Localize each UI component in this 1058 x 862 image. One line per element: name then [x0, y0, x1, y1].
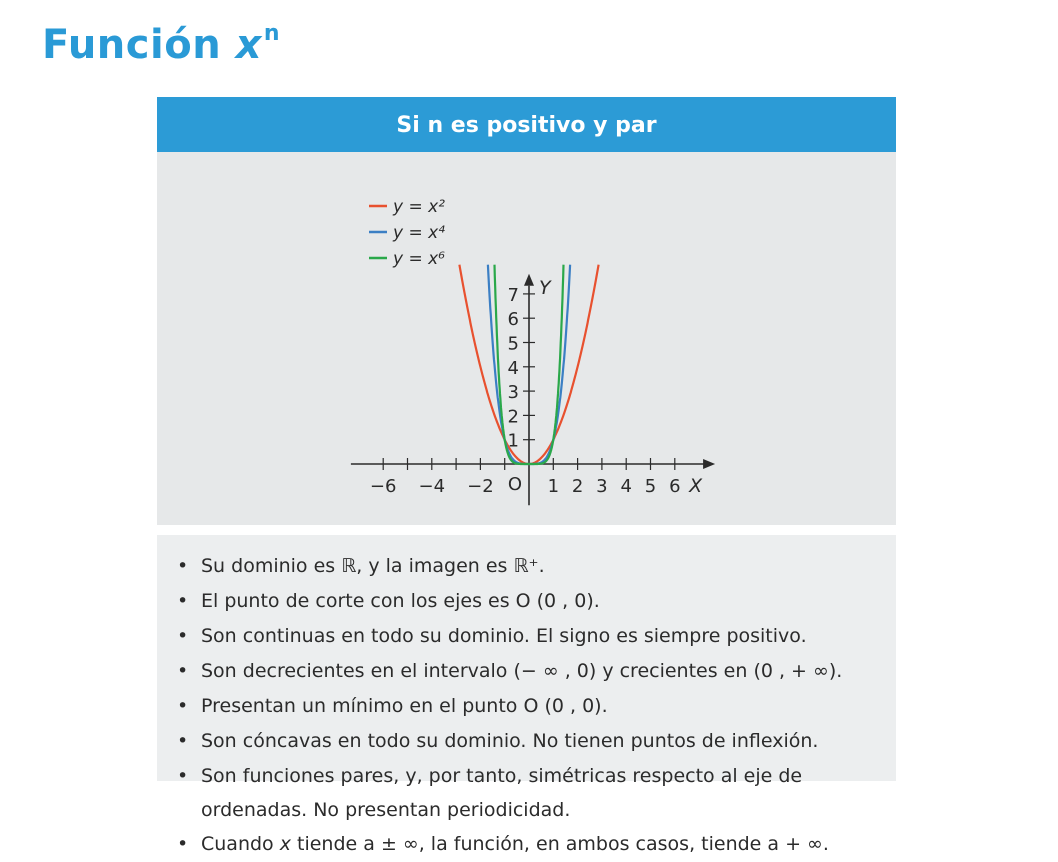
function-graph: [157, 152, 896, 525]
page-title: [42, 22, 280, 68]
title-text: Función: [42, 22, 222, 68]
title-variable: x: [235, 22, 262, 68]
property-item: • Presentan un mínimo en el punto O (0 , 0).: [177, 689, 896, 724]
y-tick-label: 4: [507, 357, 519, 379]
x-tick-label: 2: [571, 476, 584, 497]
property-item: • Son cóncavas en todo su dominio. No tienen puntos de inflexión.: [177, 724, 896, 759]
legend-label: y = x⁶: [393, 249, 445, 269]
x-axis-arrow: [703, 459, 715, 469]
legend-label: y = x²: [393, 197, 445, 217]
property-item: • El punto de corte con los ejes es O (0 , 0).: [177, 584, 896, 619]
property-item: • Son continuas en todo su dominio. El signo es siempre positivo.: [177, 619, 896, 654]
origin-label: O: [507, 474, 523, 495]
divider: [157, 525, 896, 535]
property-item: [177, 827, 896, 862]
y-tick-label: 2: [507, 406, 519, 428]
properties-list: [157, 535, 896, 855]
property-item: • Son funciones pares, y, por tanto, simétricas respecto al eje de ordenadas. No presentan periodicidad.: [177, 759, 891, 827]
x-tick-label: 6: [669, 476, 681, 497]
y-tick-label: 1: [507, 430, 519, 452]
y-tick-label: 5: [507, 333, 519, 355]
y-axis-arrow: [524, 274, 534, 286]
x-tick-label: −4: [418, 476, 446, 497]
x-tick-label: −6: [369, 476, 397, 497]
panel-header: Si n es positivo y par: [157, 97, 896, 152]
x-tick-label: 4: [620, 476, 632, 497]
property-item: • Son decrecientes en el intervalo (− ∞ , 0) y crecientes en (0 , + ∞).: [177, 654, 896, 689]
x-tick-label: −2: [467, 476, 494, 497]
content-panel: [157, 97, 896, 855]
property-variable: x: [279, 833, 291, 855]
property-text: tiende a ± ∞, la función, en ambos casos, tiende a + ∞.: [290, 833, 829, 855]
y-tick-label: 3: [507, 382, 519, 404]
legend-label: y = x⁴: [393, 223, 445, 243]
x-axis-label: X: [689, 475, 703, 497]
y-tick-label: 7: [507, 284, 519, 306]
graph-area: [157, 152, 896, 525]
x-tick-label: 5: [644, 476, 657, 497]
x-tick-label: 3: [596, 476, 608, 497]
property-text: Cuando: [201, 833, 280, 855]
y-tick-label: 6: [507, 309, 519, 331]
property-item: • Su dominio es ℝ, y la imagen es ℝ⁺.: [177, 549, 896, 584]
y-axis-label: Y: [539, 276, 551, 299]
title-exponent: n: [263, 20, 281, 46]
x-tick-label: 1: [547, 476, 560, 497]
